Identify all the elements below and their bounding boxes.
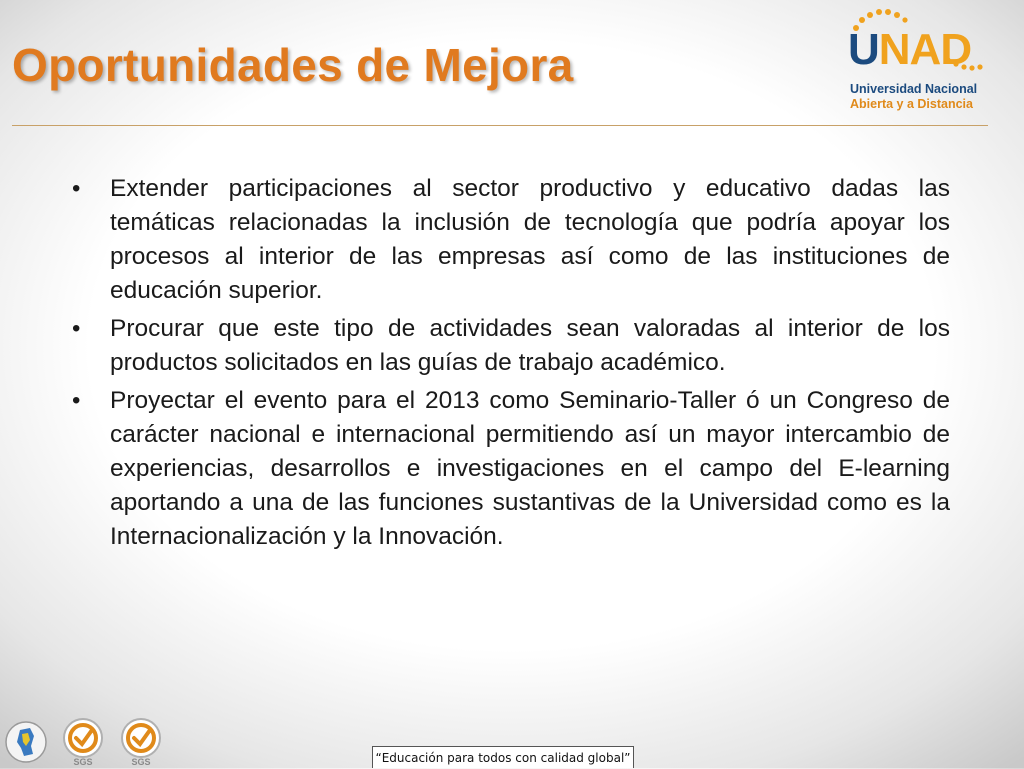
- bullet-item: [70, 384, 950, 554]
- sgs-certification-seal-icon: [116, 716, 166, 768]
- title-divider: [12, 125, 988, 126]
- bullet-text: Extender participaciones al sector productivo y educativo dadas las temáticas relacionadas la inclusión de tecnología que podría apoyar los procesos al interior de las empresas así como de las instituciones de educación superior.: [110, 175, 950, 304]
- bullet-dot-icon: •: [72, 315, 81, 342]
- colombia-seal-icon: [4, 716, 48, 768]
- bullet-dot-icon: •: [72, 175, 81, 202]
- bullet-text: Proyectar el evento para el 2013 como Seminario-Taller ó un Congreso de carácter nacional e internacional permitiendo así un mayor intercambio de experiencias, desarrollos e investigaciones en el campo del E-learning aportando a una de las funciones sustantivas de la Universidad como es la Internacionalización y la Innovación.: [110, 387, 950, 550]
- sgs-certification-seal-icon: [58, 716, 108, 768]
- logo-wordmark: UNAD: [848, 25, 972, 74]
- svg-text:SGS: SGS: [131, 757, 151, 767]
- bullet-text: Procurar que este tipo de actividades sean valoradas al interior de los productos solicitados en las guías de trabajo académico.: [110, 315, 950, 376]
- bullet-item: [70, 312, 950, 380]
- footer-certification-logos: [0, 716, 200, 768]
- unad-logo: [844, 6, 994, 116]
- slide-title: Oportunidades de Mejora: [12, 39, 574, 91]
- bullet-list: [70, 172, 950, 558]
- svg-text:SGS: SGS: [73, 757, 93, 767]
- logo-name-line2: Abierta y a Distancia: [850, 97, 973, 111]
- bullet-dot-icon: •: [72, 387, 81, 414]
- bullet-item: [70, 172, 950, 308]
- footer-quote: “Educación para todos con calidad global”: [372, 746, 634, 768]
- logo-name-line1: Universidad Nacional: [850, 82, 978, 96]
